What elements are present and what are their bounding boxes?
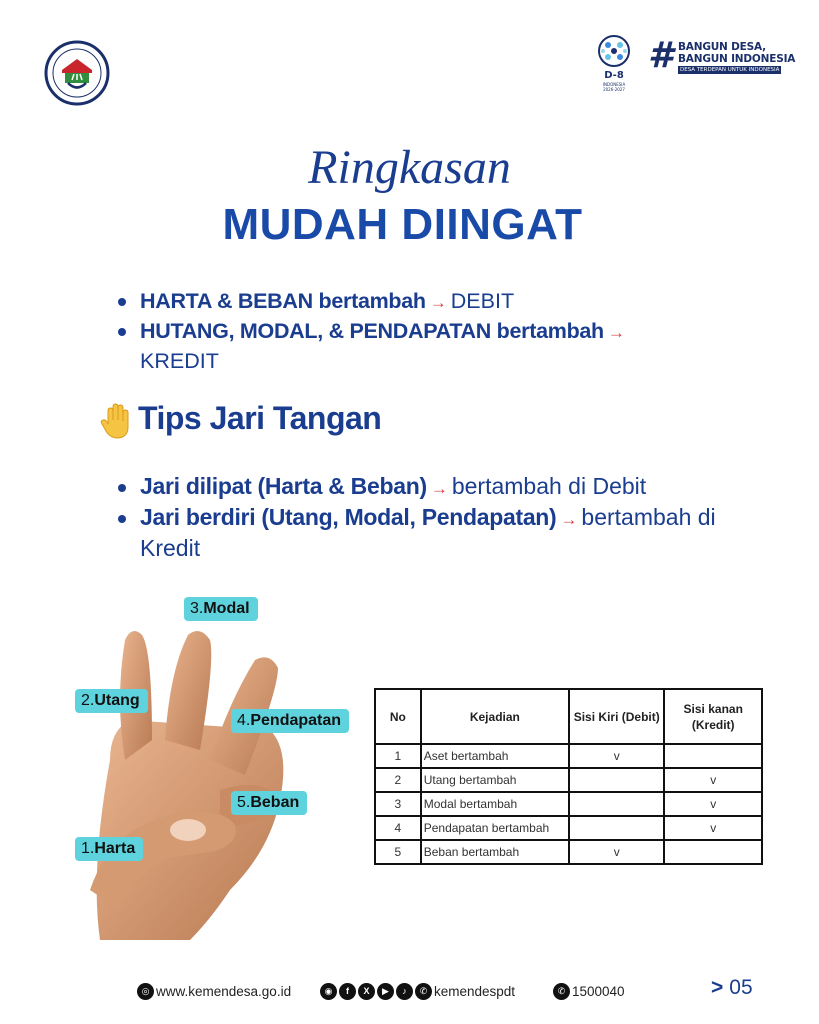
bangun-desa-logo (648, 35, 796, 76)
cell-no: 4 (375, 816, 421, 840)
cell-kredit (664, 840, 762, 864)
footer-social-handle: kemendespdt (434, 983, 516, 999)
whatsapp-icon[interactable]: ✆ (415, 983, 432, 1000)
cell-debit (569, 816, 664, 840)
cell-kejadian: Aset bertambah (421, 744, 569, 768)
column-header-kejadian: Kejadian (421, 689, 569, 744)
bangun-desa-line2: BANGUN INDONESIA (678, 53, 796, 65)
debit-kredit-table (374, 688, 763, 865)
summary-item-bold: HUTANG, MODAL, & PENDAPATAN bertambah (140, 319, 604, 343)
d8-sub-country: INDONESIA (602, 82, 626, 87)
footer-social[interactable] (320, 980, 515, 1002)
tips-item-result: bertambah di Kredit (140, 504, 716, 561)
finger-name: Harta (94, 840, 136, 857)
cell-no: 5 (375, 840, 421, 864)
finger-name: Modal (203, 600, 250, 617)
tips-title: Tips Jari Tangan (138, 400, 382, 436)
cell-kredit (664, 744, 762, 768)
finger-label-pendapatan (231, 709, 349, 733)
page-title: MUDAH DIINGAT (222, 200, 583, 249)
finger-name: Utang (94, 692, 140, 709)
summary-item-bold: HARTA & BEBAN bertambah (140, 289, 426, 313)
column-header-debit: Sisi Kiri (Debit) (569, 689, 664, 744)
arrow-right-icon: → (607, 323, 625, 342)
page-marker: > (711, 976, 724, 999)
table-header-row (375, 689, 762, 744)
cell-kredit: v (664, 792, 762, 816)
facebook-icon[interactable]: f (339, 983, 356, 1000)
footer-phone[interactable] (553, 980, 625, 1002)
d8-indonesia-logo (592, 34, 636, 92)
finger-label-harta (75, 837, 143, 861)
footer-website-text: www.kemendesa.go.id (156, 983, 292, 999)
arrow-right-icon: → (430, 479, 448, 498)
table-row (375, 816, 762, 840)
footer-phone-text: 1500040 (572, 983, 625, 999)
page-number (711, 976, 753, 1000)
finger-label-modal (184, 597, 258, 621)
hashtag-icon: # (648, 35, 674, 76)
cell-debit: v (569, 744, 664, 768)
summary-list (116, 287, 736, 375)
finger-num: 2. (81, 692, 95, 709)
tips-item-bold: Jari dilipat (Harta & Beban) (140, 473, 427, 499)
bangun-desa-tagline: DESA TERDEPAN UNTUK INDONESIA (680, 67, 780, 73)
table-row (375, 768, 762, 792)
cell-kredit: v (664, 768, 762, 792)
table-row (375, 744, 762, 768)
kemendesa-logo (44, 40, 110, 106)
finger-name: Beban (250, 794, 300, 811)
d8-label: D-8 (604, 70, 624, 81)
d8-sub (592, 82, 636, 92)
footer-website[interactable] (137, 980, 291, 1002)
finger-num: 3. (190, 600, 204, 617)
arrow-right-icon: → (429, 293, 447, 312)
phone-icon: ✆ (553, 983, 570, 1000)
tips-item (116, 472, 736, 503)
instagram-icon[interactable]: ◉ (320, 983, 337, 1000)
table-row (375, 792, 762, 816)
tips-list (116, 472, 736, 563)
bangun-desa-line1: BANGUN DESA, (678, 41, 766, 53)
cell-kejadian: Modal bertambah (421, 792, 569, 816)
tips-item-result: bertambah di Debit (451, 473, 647, 499)
cell-kejadian: Pendapatan bertambah (421, 816, 569, 840)
cell-no: 2 (375, 768, 421, 792)
cell-kejadian: Beban bertambah (421, 840, 569, 864)
cell-no: 3 (375, 792, 421, 816)
summary-item (116, 317, 736, 375)
finger-name: Pendapatan (250, 712, 342, 729)
x-icon[interactable]: X (358, 983, 375, 1000)
cell-debit (569, 792, 664, 816)
title-script: Ringkasan (308, 141, 511, 194)
footer (0, 980, 819, 1004)
raised-hand-icon (100, 402, 132, 440)
summary-item-result: DEBIT (450, 289, 515, 313)
youtube-icon[interactable]: ▶ (377, 983, 394, 1000)
tips-item (116, 503, 736, 563)
cell-debit (569, 768, 664, 792)
d8-sub-years: 2026-2027 (603, 87, 625, 92)
summary-item-result: KREDIT (140, 349, 219, 373)
page-number-value: 05 (729, 976, 753, 999)
finger-label-beban (231, 791, 307, 815)
cell-kejadian: Utang bertambah (421, 768, 569, 792)
cell-no: 1 (375, 744, 421, 768)
column-header-kredit: Sisi kanan (Kredit) (664, 689, 762, 744)
finger-num: 5. (237, 794, 251, 811)
cell-kredit: v (664, 816, 762, 840)
finger-num: 1. (81, 840, 95, 857)
table-row (375, 840, 762, 864)
finger-num: 4. (237, 712, 251, 729)
summary-item (116, 287, 736, 317)
arrow-right-icon: → (560, 510, 578, 529)
hand-illustration (70, 590, 370, 940)
globe-icon: ◎ (137, 983, 154, 1000)
tips-item-bold: Jari berdiri (Utang, Modal, Pendapatan) (140, 504, 557, 530)
column-header-no: No (375, 689, 421, 744)
cell-debit: v (569, 840, 664, 864)
tiktok-icon[interactable]: ♪ (396, 983, 413, 1000)
finger-label-utang (75, 689, 148, 713)
